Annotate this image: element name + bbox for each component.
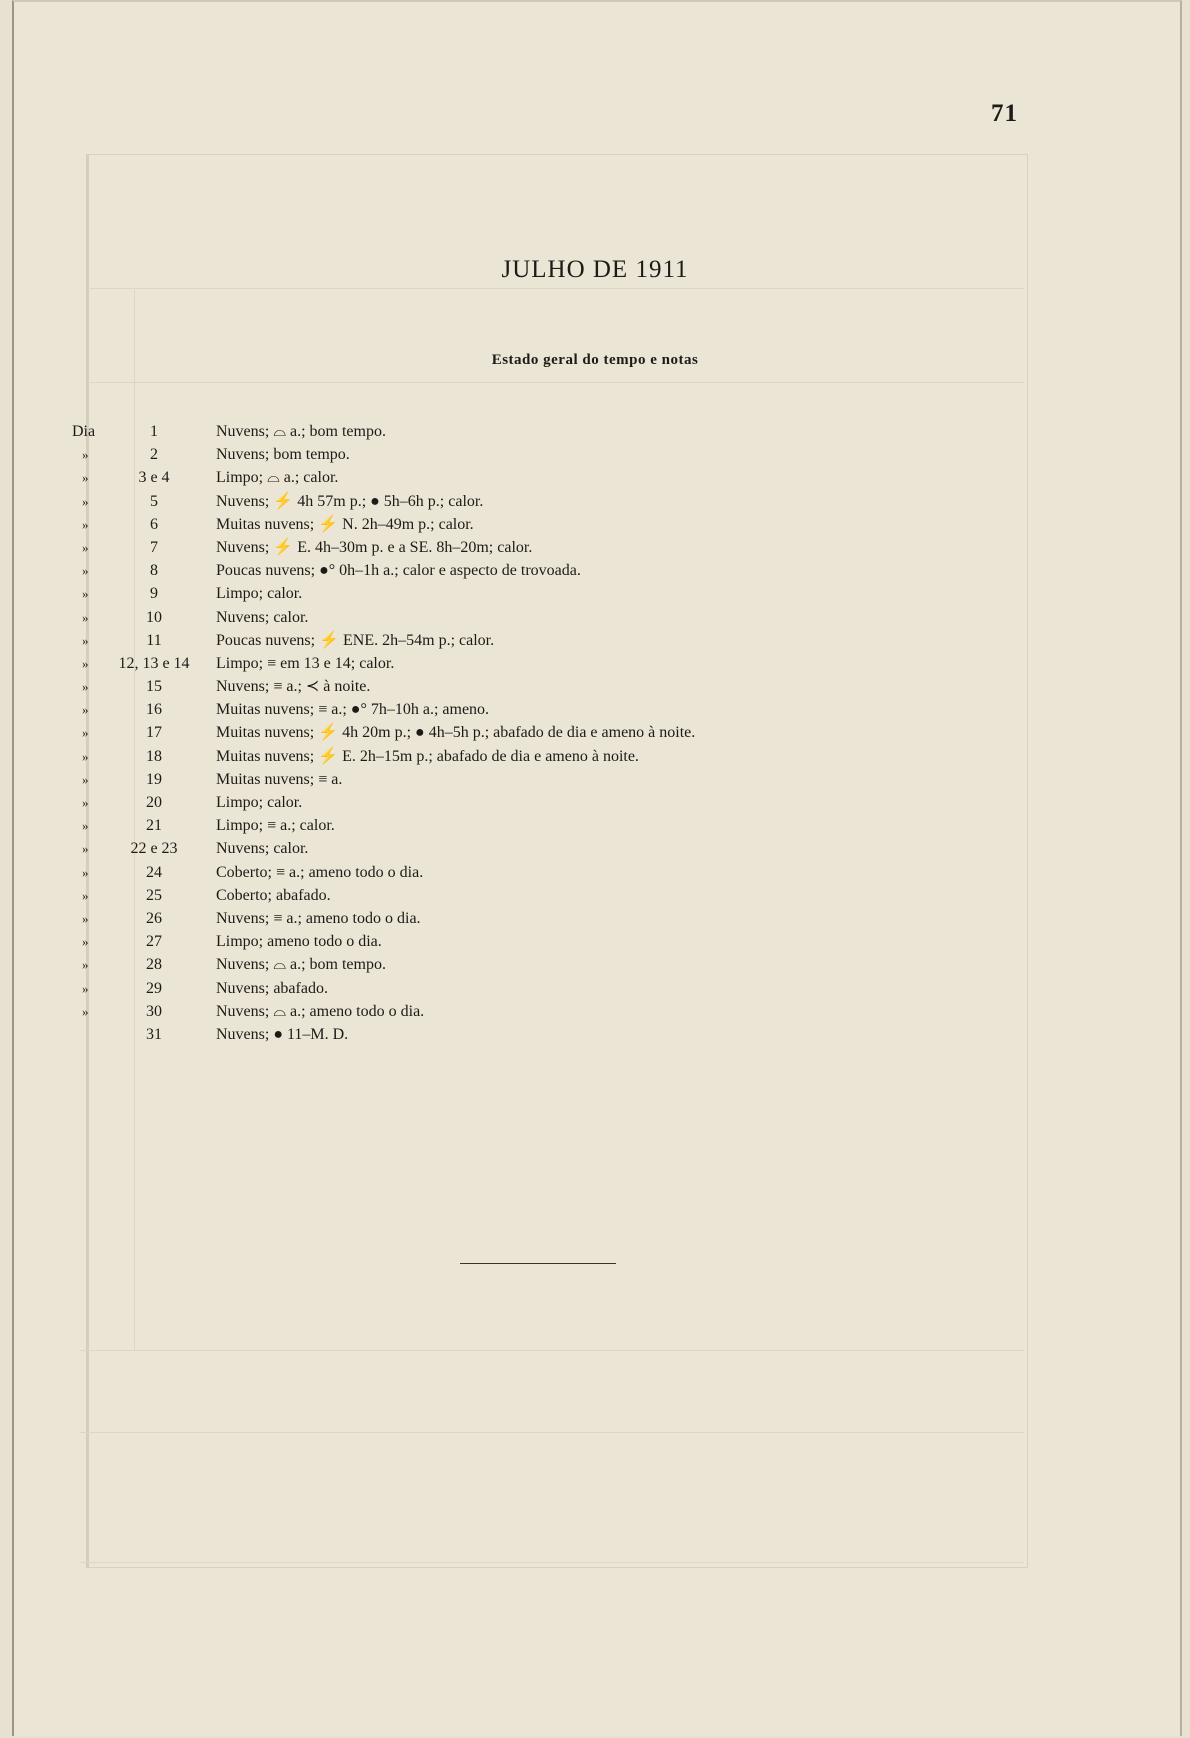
entry-note: Limpo; ≡ em 13 e 14; calor. bbox=[216, 654, 395, 672]
entry-day: 24 bbox=[146, 863, 162, 881]
entry-note: Muitas nuvens; ≡ a. bbox=[216, 770, 343, 788]
entry-day: 12, 13 e 14 bbox=[118, 654, 190, 672]
page-title: JULHO DE 1911 bbox=[501, 256, 689, 283]
entry-note: Poucas nuvens; ⚡ ENE. 2h–54m p.; calor. bbox=[216, 631, 495, 649]
entry-note: Limpo; ⌓ a.; calor. bbox=[216, 469, 339, 487]
entry-note: Nuvens; ⌓ a.; bom tempo. bbox=[216, 956, 386, 974]
entry-row bbox=[0, 606, 1190, 629]
ditto-mark: » bbox=[82, 1003, 89, 1019]
ditto-mark: » bbox=[82, 795, 89, 810]
entry-row bbox=[0, 861, 1190, 884]
entry-day: 7 bbox=[150, 538, 158, 556]
entry-day: 30 bbox=[146, 1002, 162, 1020]
entry-day: 21 bbox=[146, 817, 162, 835]
entry-note: Muitas nuvens; ⚡ 4h 20m p.; ● 4h–5h p.; abafado de dia e ameno à noite. bbox=[216, 724, 696, 742]
entry-row bbox=[0, 953, 1190, 976]
entry-row bbox=[0, 652, 1190, 675]
entry-note: Nuvens; ≡ a.; ameno todo o dia. bbox=[216, 909, 421, 927]
bleed-through-rule bbox=[88, 382, 1024, 383]
entry-note: Limpo; calor. bbox=[216, 585, 303, 603]
ditto-mark: » bbox=[82, 771, 89, 787]
entry-row bbox=[0, 791, 1190, 814]
ditto-mark: » bbox=[82, 934, 89, 950]
entry-day: 3 e 4 bbox=[138, 469, 170, 487]
entry-row bbox=[0, 675, 1190, 698]
ditto-mark: » bbox=[82, 563, 89, 579]
entry-row bbox=[0, 443, 1190, 466]
entry-row bbox=[0, 559, 1190, 582]
entry-row bbox=[0, 490, 1190, 513]
ditto-mark: » bbox=[82, 470, 89, 486]
entry-row bbox=[0, 884, 1190, 907]
entry-day: 2 bbox=[150, 446, 158, 464]
entry-row bbox=[0, 536, 1190, 559]
entry-note: Nuvens; abafado. bbox=[216, 979, 328, 997]
ditto-mark: » bbox=[82, 841, 89, 857]
entry-row bbox=[0, 582, 1190, 605]
ditto-mark: » bbox=[82, 887, 89, 903]
entry-day: 25 bbox=[146, 886, 162, 904]
ditto-mark: » bbox=[82, 655, 89, 671]
ditto-mark: » bbox=[82, 679, 89, 695]
entry-row bbox=[0, 698, 1190, 721]
ditto-mark: » bbox=[82, 910, 89, 926]
bleed-through-rule bbox=[80, 1562, 1024, 1563]
ditto-mark: » bbox=[82, 748, 89, 764]
entry-row bbox=[0, 768, 1190, 791]
bleed-through-rule bbox=[80, 1432, 1024, 1433]
entry-day: 26 bbox=[146, 909, 162, 927]
entry-day: 5 bbox=[150, 492, 158, 510]
entry-day: 22 e 23 bbox=[130, 840, 178, 858]
entry-note: Poucas nuvens; ●° 0h–1h a.; calor e aspecto de trovoada. bbox=[216, 562, 581, 580]
entry-day: 29 bbox=[146, 979, 162, 997]
entry-note: Limpo; calor. bbox=[216, 794, 303, 811]
entry-row bbox=[0, 977, 1190, 1000]
entry-day: 15 bbox=[146, 678, 162, 696]
bleed-through-rule bbox=[80, 1350, 1024, 1351]
closing-rule bbox=[460, 1263, 616, 1264]
entry-row bbox=[0, 745, 1190, 768]
entry-note: Nuvens; ⚡ E. 4h–30m p. e a SE. 8h–20m; calor. bbox=[216, 538, 533, 556]
ditto-mark: » bbox=[82, 957, 89, 973]
entry-day: 28 bbox=[146, 956, 162, 974]
entry-row bbox=[0, 814, 1190, 837]
entry-day: 10 bbox=[146, 608, 162, 626]
entry-row bbox=[0, 1023, 1190, 1046]
entry-note: Limpo; ≡ a.; calor. bbox=[216, 817, 335, 835]
section-subtitle: Estado geral do tempo e notas bbox=[491, 352, 699, 368]
entry-note: Nuvens; calor. bbox=[216, 608, 309, 626]
entry-day: 17 bbox=[146, 724, 162, 742]
ditto-mark: » bbox=[82, 864, 89, 880]
ditto-mark: » bbox=[82, 609, 89, 625]
entry-note: Nuvens; calor. bbox=[216, 840, 309, 858]
entry-row bbox=[0, 907, 1190, 930]
ditto-mark: » bbox=[82, 516, 89, 532]
entry-day: 11 bbox=[146, 631, 162, 649]
entry-note: Muitas nuvens; ⚡ N. 2h–49m p.; calor. bbox=[216, 515, 474, 533]
entry-note: Nuvens; ● 11–M. D. bbox=[216, 1025, 349, 1043]
ditto-mark: » bbox=[82, 632, 89, 648]
bleed-through-rule bbox=[88, 288, 1024, 289]
entry-note: Nuvens; ≡ a.; ≺ à noite. bbox=[216, 678, 371, 696]
entry-note: Nuvens; ⌓ a.; bom tempo. bbox=[216, 423, 386, 440]
ditto-mark: » bbox=[82, 586, 89, 602]
day-label: Dia bbox=[72, 423, 96, 440]
entry-day: 16 bbox=[146, 701, 162, 719]
ditto-mark: » bbox=[82, 702, 89, 718]
entry-note: Muitas nuvens; ⚡ E. 2h–15m p.; abafado de dia e ameno à noite. bbox=[216, 747, 639, 765]
entry-note: Nuvens; ⚡ 4h 57m p.; ● 5h–6h p.; calor. bbox=[216, 492, 484, 510]
entry-row bbox=[0, 513, 1190, 536]
entry-day: 8 bbox=[150, 562, 158, 580]
entry-note: Muitas nuvens; ≡ a.; ●° 7h–10h a.; ameno. bbox=[216, 701, 490, 719]
entry-day: 9 bbox=[150, 585, 158, 603]
entry-day: 18 bbox=[146, 747, 162, 765]
entry-row bbox=[0, 1000, 1190, 1023]
entry-day: 20 bbox=[146, 794, 162, 811]
entry-row bbox=[0, 466, 1190, 489]
ditto-mark: » bbox=[82, 818, 89, 834]
entry-row bbox=[0, 420, 1190, 443]
entry-day: 1 bbox=[150, 423, 158, 440]
entry-note: Limpo; ameno todo o dia. bbox=[216, 933, 382, 951]
entry-row bbox=[0, 837, 1190, 860]
entry-day: 31 bbox=[146, 1025, 162, 1043]
ditto-mark: » bbox=[82, 539, 89, 555]
entry-day: 27 bbox=[146, 933, 162, 951]
entry-row bbox=[0, 629, 1190, 652]
ditto-mark: » bbox=[82, 725, 89, 741]
page-number: 71 bbox=[991, 100, 1018, 127]
entry-day: 19 bbox=[146, 770, 162, 788]
entry-note: Coberto; ≡ a.; ameno todo o dia. bbox=[216, 863, 424, 881]
entry-note: Nuvens; bom tempo. bbox=[216, 446, 350, 464]
entry-day: 6 bbox=[150, 515, 158, 533]
ditto-mark: » bbox=[82, 493, 89, 509]
weather-notes-list bbox=[0, 420, 1190, 1046]
entry-note: Nuvens; ⌓ a.; ameno todo o dia. bbox=[216, 1002, 425, 1020]
ditto-mark: » bbox=[82, 980, 89, 996]
entry-note: Coberto; abafado. bbox=[216, 886, 331, 904]
ditto-mark: » bbox=[82, 447, 89, 463]
entry-row bbox=[0, 930, 1190, 953]
entry-row bbox=[0, 721, 1190, 744]
